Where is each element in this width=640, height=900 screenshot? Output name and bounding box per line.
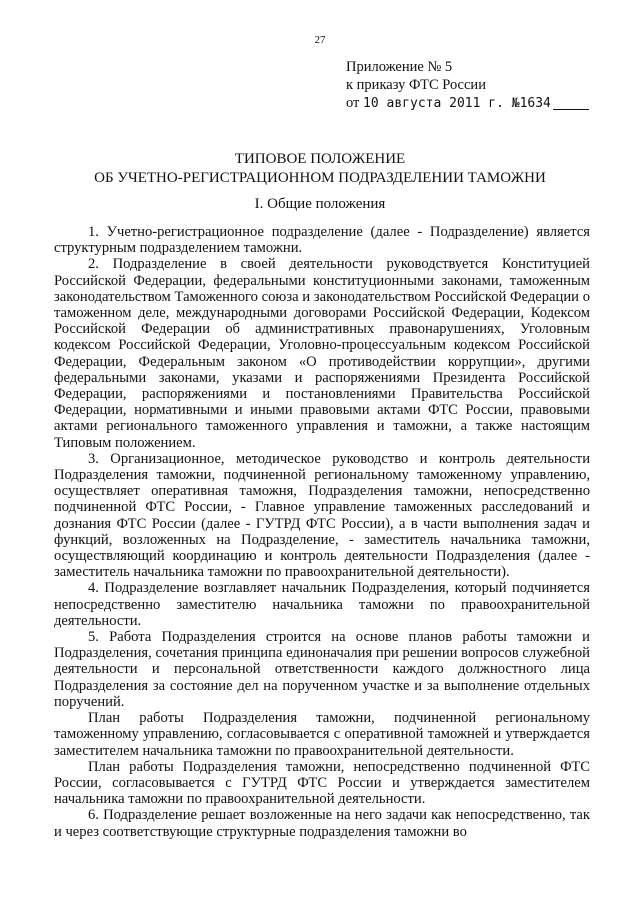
document-title (0, 150, 640, 188)
paragraph-5-plan-fts: План работы Подразделения таможни, непосредственно подчиненной ФТС России, согласовывается с ГУТРД ФТС России и утверждается заместителем начальника таможни по правоохранительной деятельности. (54, 758, 590, 808)
signature-underline (553, 109, 589, 110)
appendix-header (346, 58, 589, 113)
appendix-line-3 (346, 94, 589, 113)
paragraph-3: 3. Организационное, методическое руководство и контроль деятельности Подразделения таможни, подчиненной региональному таможенному управлению, осуществляет оперативная таможня, Подразделения таможни, непосредственно подчиненной ФТС России, - Главное управление таможенных расследований и дознания ФТС России (далее - ГУТРД ФТС России), а в части выполнения задач и функций, возложенных на Подразделение, - заместитель начальника таможни, осуществляющий координацию и контроль деятельности Подразделения (далее - заместитель начальника таможни по правоохранительной деятельности). (54, 450, 590, 581)
paragraph-5: 5. Работа Подразделения строится на основе планов работы таможни и Подразделения, сочетания принципа единоначалия при решении вопросов служебной деятельности и персональной ответственности каждого должностного лица Подразделения за состояние дел на порученном участке и за выполнение отдельных поручений. (54, 629, 590, 710)
paragraph-2: 2. Подразделение в своей деятельности руководствуется Конституцией Российской Федерации, федеральными конституционными законами, таможенным законодательством Таможенного союза и законодательством Российской Федерации о таможенном деле, международными договорами Российской Федерации, Кодексом Российской Федерации об административных правонарушениях, Уголовным кодексом Российской Федерации, Уголовно-процессуальным кодексом Российской Федерации, Федеральным законом «О противодействии коррупции», другими федеральными законами, указами и распоряжениями Президента Российской Федерации, распоряжениями и постановлениями Правительства Российской Федерации, нормативными и иными правовыми актами ФТС России, правовыми актами регионального таможенного управления и таможни, а также настоящим Типовым положением. (54, 256, 590, 451)
paragraph-4: 4. Подразделение возглавляет начальник Подразделения, который подчиняется непосредственно заместителю начальника таможни по правоохранительной деятельности. (54, 580, 590, 629)
appendix-line-1: Приложение № 5 (346, 59, 453, 75)
title-line-1: ТИПОВОЕ ПОЛОЖЕНИЕ (234, 151, 406, 167)
page-number: 27 (314, 34, 326, 46)
appendix-date-number: 10 августа 2011 г. №1634 (363, 96, 551, 111)
title-line-2: ОБ УЧЕТНО-РЕГИСТРАЦИОННОМ ПОДРАЗДЕЛЕНИИ ТАМОЖНИ (94, 170, 546, 186)
appendix-line-2: к приказу ФТС России (346, 77, 486, 93)
section-heading: I. Общие положения (254, 196, 386, 212)
paragraph-5-plan-regional: План работы Подразделения таможни, подчиненной региональному таможенному управлению, согласовывается с оперативной таможней и утверждается заместителем начальника таможни по правоохранительной деятельности. (54, 710, 590, 759)
paragraph-6: 6. Подразделение решает возложенные на него задачи как непосредственно, так и через соответствующие структурные подразделения таможни во (54, 807, 590, 840)
paragraph-1: 1. Учетно-регистрационное подразделение (далее - Подразделение) является структурным подразделением таможни. (54, 224, 590, 257)
appendix-from: от (346, 95, 360, 111)
document-body (54, 224, 590, 840)
